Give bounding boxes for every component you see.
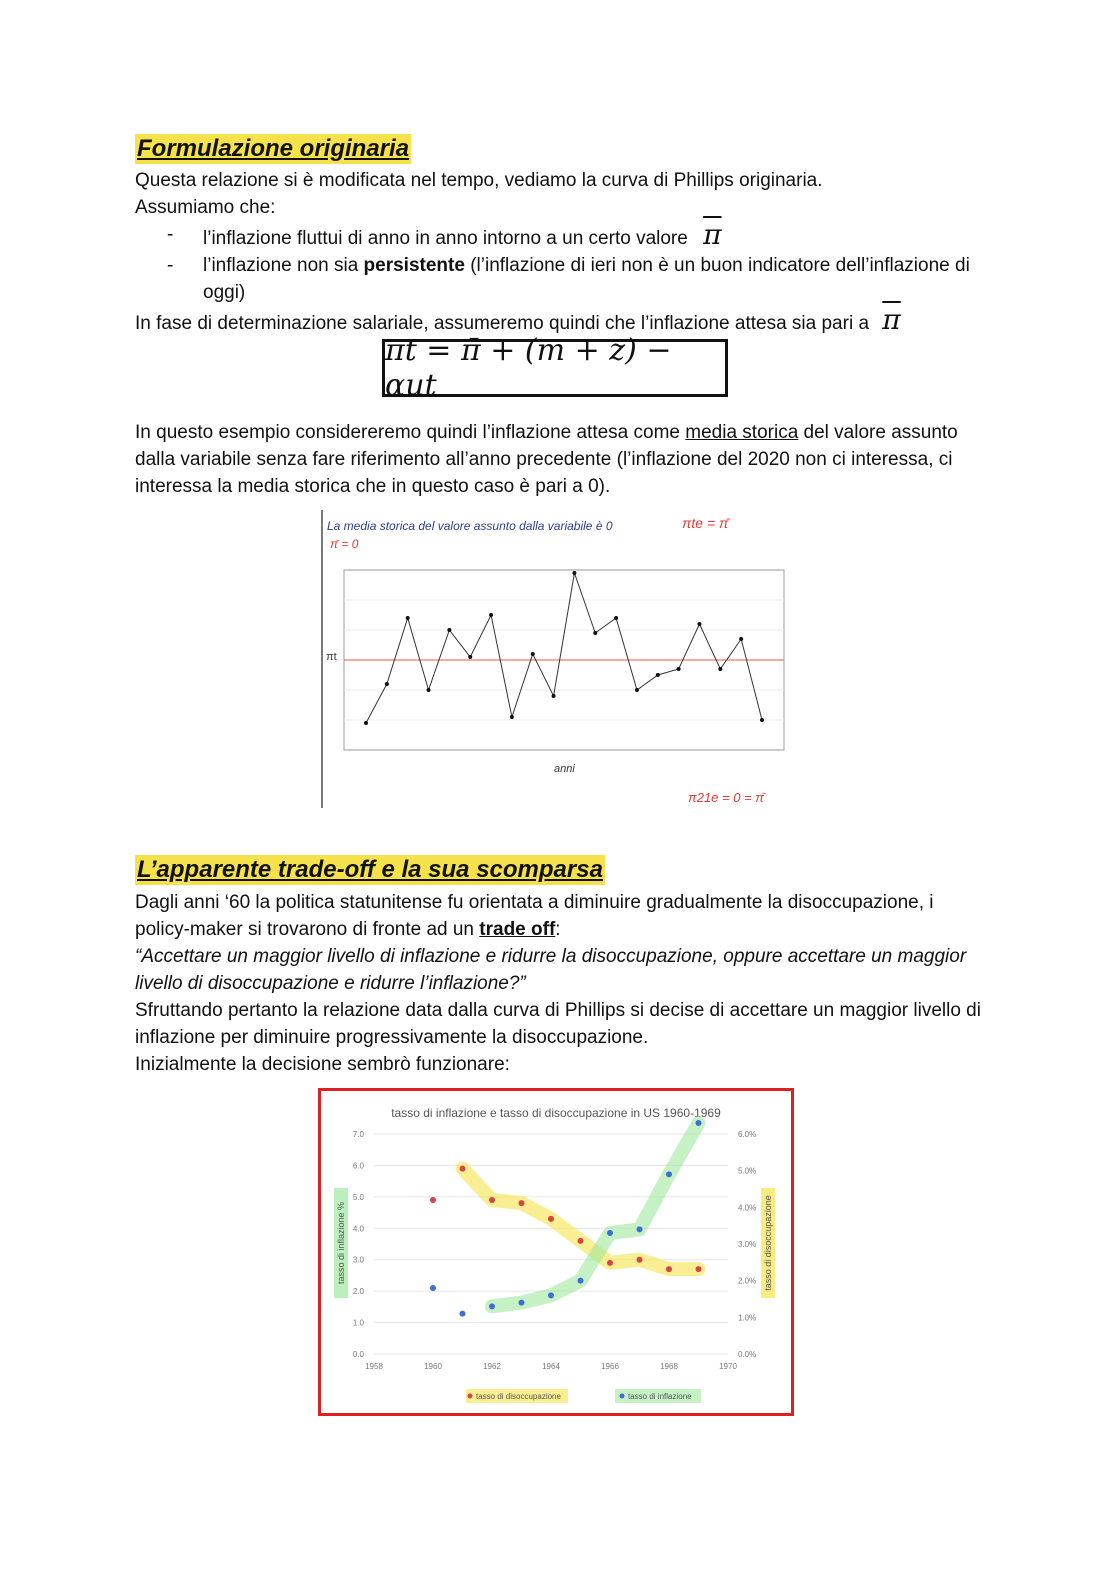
- phillips-formula: πt = π̄ + (m + z) − αut: [385, 333, 672, 403]
- chart2-point-unemployment: [578, 1238, 584, 1244]
- chart2-point-unemployment: [489, 1197, 495, 1203]
- trade-off-bold: trade off: [479, 919, 556, 940]
- chart2-xtick: 1966: [601, 1362, 619, 1371]
- para-pre: In questo esempio considereremo quindi l’inflazione attesa come: [135, 422, 686, 443]
- section2-heading-wrap: [135, 855, 985, 885]
- chart2-point-inflation: [607, 1230, 613, 1236]
- chart2-ytick-right: 4.0%: [738, 1203, 757, 1213]
- chart2-point-unemployment: [460, 1166, 466, 1172]
- chart2-ytick-left: 7.0: [352, 1130, 364, 1139]
- assumption-text-2a: l’inflazione non sia: [203, 255, 364, 276]
- chart2-point-inflation: [489, 1303, 495, 1309]
- pi-bar-symbol-2: $\overline{\pi}$: [882, 303, 901, 336]
- legend-label-inflation: tasso di inflazione: [628, 1392, 692, 1401]
- chart1-data-point: [614, 616, 618, 620]
- assumption-item-1: [167, 218, 985, 252]
- section1-heading-wrap: [135, 134, 985, 164]
- section1-paragraph: [135, 419, 985, 500]
- chart2-xtick: 1964: [542, 1362, 560, 1371]
- chart2-ytick-left: 4.0: [352, 1224, 364, 1234]
- chart2-point-inflation: [430, 1285, 436, 1291]
- chart1-annotation-top-left: π̄ = 0: [330, 537, 359, 551]
- chart1-data-point: [572, 571, 576, 575]
- phillips-formula-box: [382, 333, 728, 403]
- section2-heading: L’apparente trade-off e la sua scomparsa: [137, 856, 603, 883]
- chart2-ytick-right: 3.0%: [738, 1240, 757, 1249]
- chart2-ylabel-left: tasso di inflazione %: [336, 1201, 346, 1285]
- assumption-text-2b: (l’inflazione di ieri non è un buon indicatore dell’inflazione di oggi): [203, 255, 970, 303]
- chart2-xtick: 1970: [719, 1362, 737, 1371]
- chart2-point-inflation: [548, 1292, 554, 1298]
- chart1-data-point: [552, 694, 556, 698]
- chart2-point-unemployment: [696, 1266, 702, 1272]
- chart1-data-point: [364, 721, 368, 725]
- chart1-data-point: [635, 688, 639, 692]
- chart-inflation-time-series: [310, 500, 800, 830]
- chart1-title: La media storica del valore assunto dalla variabile è 0: [327, 519, 613, 533]
- chart1-data-point: [677, 667, 681, 671]
- chart1-data-point: [447, 628, 451, 632]
- para-post: del valore assunto dalla variabile senza fare riferimento all’anno precedente (l’inflazione del 2020 non ci interessa, ci interessa la media storica che in questo caso è pari a 0).: [135, 422, 958, 497]
- chart2-ytick-left: 1.0: [352, 1318, 364, 1328]
- chart2-point-unemployment: [637, 1257, 643, 1263]
- chart1-data-point: [593, 631, 597, 635]
- chart2-ytick-left: 2.0: [352, 1287, 364, 1297]
- assumption-text-1: l’inflazione fluttui di anno in anno intorno a un certo valore: [203, 228, 688, 249]
- assumption-item-2: [167, 252, 985, 306]
- chart1-xlabel: anni: [554, 763, 575, 775]
- chart2-point-inflation: [519, 1300, 525, 1306]
- chart2-ytick-left: 0.0: [352, 1350, 364, 1359]
- chart1-data-point: [760, 718, 764, 722]
- chart1-series-line: [366, 573, 762, 723]
- intro-line-2: Assumiamo che:: [135, 197, 276, 218]
- section2-body: [135, 889, 985, 1078]
- chart1-data-point: [427, 688, 431, 692]
- pi-bar-symbol: $\overline{\pi}$: [703, 218, 722, 251]
- chart2-ytick-left: 3.0: [352, 1255, 364, 1265]
- section2-quote: “Accettare un maggior livello di inflazione e ridurre la disoccupazione, oppure accettare un maggior livello di disoccupazione e ridurre l’inflazione?”: [135, 946, 967, 994]
- chart2-ytick-right: 2.0%: [738, 1276, 757, 1286]
- chart1-data-point: [468, 655, 472, 659]
- chart2-ytick-right: 0.0%: [738, 1350, 757, 1359]
- chart1-data-point: [656, 673, 660, 677]
- chart1-data-point: [739, 637, 743, 641]
- p1-pre: Dagli anni ‘60 la politica statunitense fu orientata a diminuire gradualmente la disoccupazione, i policy-maker si trovarono di fronte ad un: [135, 892, 934, 940]
- chart2-point-inflation: [637, 1226, 643, 1232]
- chart2-ytick-right: 1.0%: [738, 1313, 757, 1323]
- chart2-xtick: 1968: [660, 1362, 678, 1371]
- chart1-data-point: [510, 715, 514, 719]
- legend-marker-unemployment: [468, 1394, 473, 1399]
- chart1-data-point: [718, 667, 722, 671]
- chart2-ylabel-right: tasso di disoccupazione: [763, 1195, 773, 1291]
- chart2-point-inflation: [578, 1278, 584, 1284]
- chart2-point-unemployment: [548, 1216, 554, 1222]
- chart1-data-point: [385, 682, 389, 686]
- chart1-data-point: [531, 652, 535, 656]
- section2-p2: Sfruttando pertanto la relazione data dalla curva di Phillips si decise di accettare un maggior livello di inflazione per diminuire progressivamente la disoccupazione.: [135, 1000, 981, 1048]
- chart1-annotation-top-right: πte = π̄: [682, 515, 729, 531]
- chart2-point-inflation: [460, 1311, 466, 1317]
- chart1-data-point: [489, 613, 493, 617]
- chart2-point-inflation: [696, 1120, 702, 1126]
- chart1-data-point: [406, 616, 410, 620]
- chart2-ytick-right: 5.0%: [738, 1166, 757, 1176]
- intro-line-1: Questa relazione si è modificata nel tempo, vediamo la curva di Phillips originaria.: [135, 170, 823, 191]
- chart2-xtick: 1960: [424, 1362, 442, 1371]
- legend-label-unemployment: tasso di disoccupazione: [476, 1392, 561, 1401]
- chart1-points: [364, 571, 764, 725]
- section1-heading: Formulazione originaria: [137, 135, 410, 162]
- salary-line-text: In fase di determinazione salariale, assumeremo quindi che l’inflazione attesa sia pari a: [135, 313, 870, 334]
- chart2-point-unemployment: [430, 1197, 436, 1203]
- chart2-point-unemployment: [519, 1200, 525, 1206]
- chart2-ytick-right: 6.0%: [738, 1130, 757, 1139]
- chart2-xtick: 1958: [365, 1362, 383, 1371]
- section2-p1: [135, 889, 985, 943]
- legend-marker-inflation: [620, 1394, 625, 1399]
- section2-p3: Inizialmente la decisione sembrò funzionare:: [135, 1054, 510, 1075]
- chart2-title: tasso di inflazione e tasso di disoccupazione in US 1960-1969: [391, 1106, 721, 1120]
- section1-intro: [135, 167, 985, 337]
- p1-post: :: [555, 919, 561, 940]
- chart2-point-unemployment: [607, 1260, 613, 1266]
- chart1-data-point: [697, 622, 701, 626]
- chart2-ytick-left: 5.0: [352, 1192, 364, 1202]
- chart2-xtick: 1962: [483, 1362, 501, 1371]
- chart2-ytick-left: 6.0: [352, 1161, 364, 1171]
- chart-us-inflation-unemployment: [318, 1088, 794, 1416]
- chart1-annotation-bottom: π21e = 0 = π̄: [688, 790, 764, 805]
- chart1-ylabel: πt: [326, 651, 337, 663]
- assumption-list: [167, 218, 985, 306]
- chart2-point-unemployment: [666, 1266, 672, 1272]
- media-storica-underlined: media storica: [685, 422, 799, 443]
- chart2-point-inflation: [666, 1171, 672, 1177]
- persistente-bold: persistente: [363, 255, 465, 276]
